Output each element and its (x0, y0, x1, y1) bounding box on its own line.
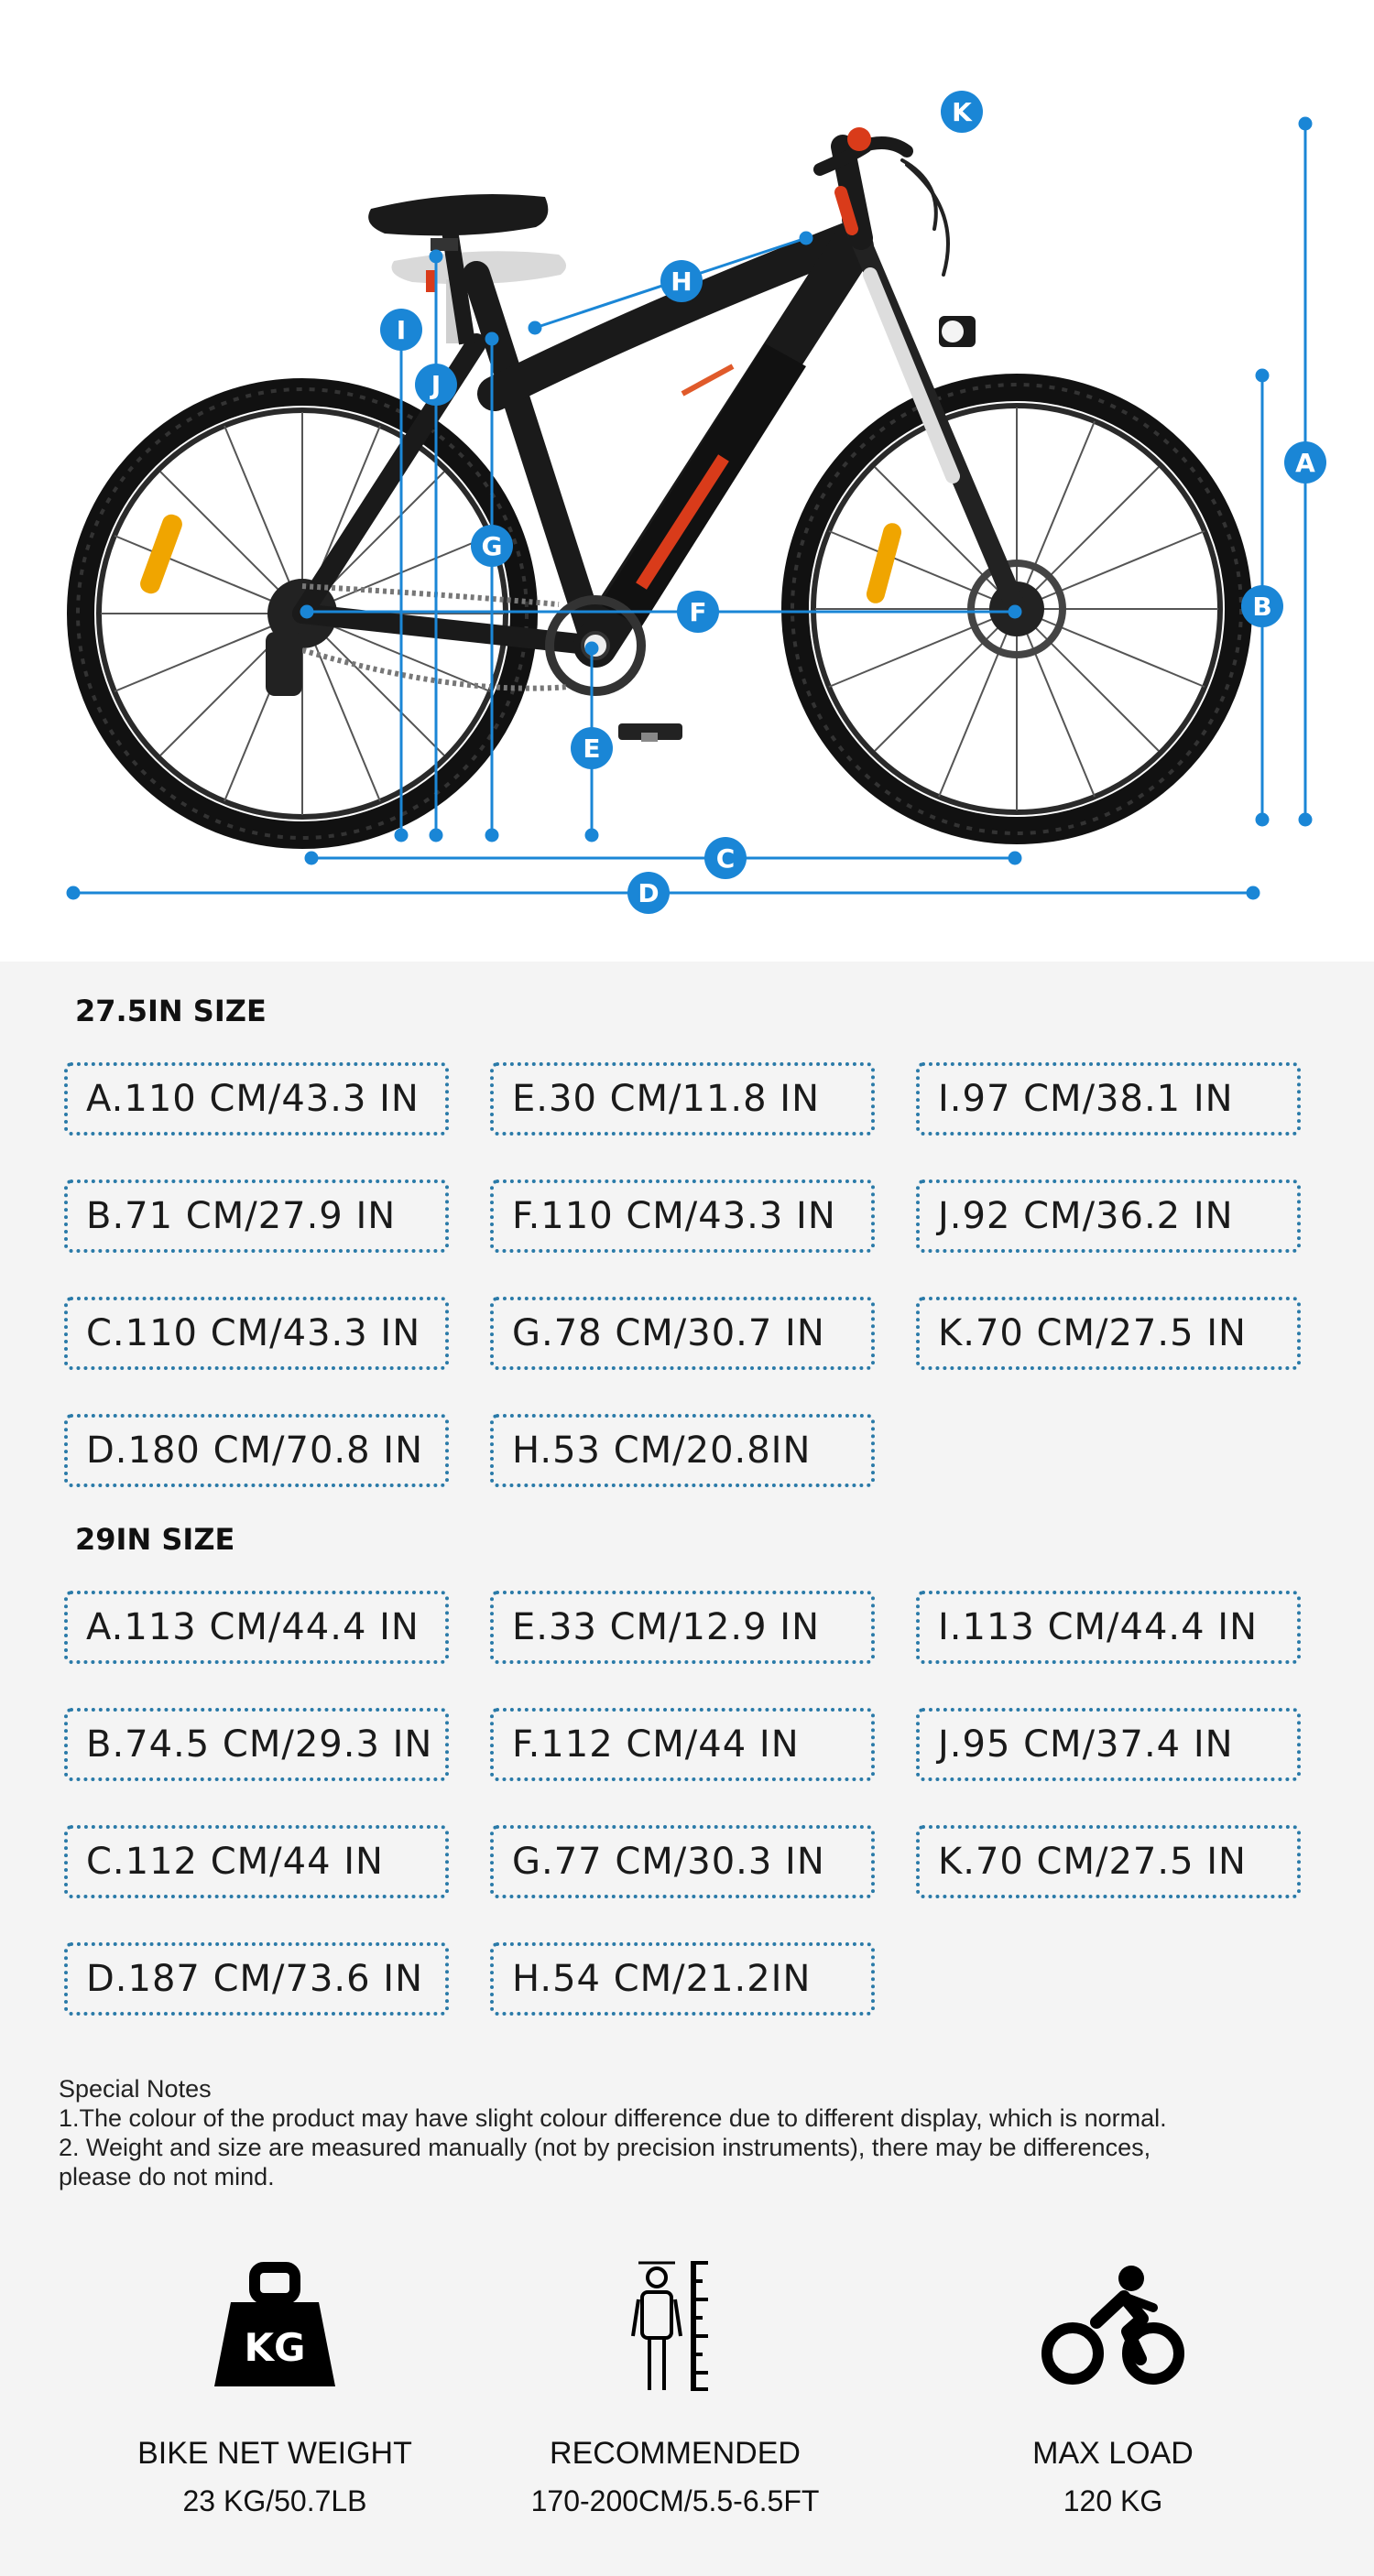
dimension-item: H.53 CM/20.8IN (490, 1414, 875, 1487)
marker-letter-b: B (1252, 592, 1272, 622)
marker-letter-g: G (481, 531, 503, 561)
dimension-endpoint (1300, 118, 1311, 129)
bike-illustration (0, 0, 1374, 962)
special-notes (59, 2074, 1332, 2191)
dimension-item: B.71 CM/27.9 IN (64, 1179, 449, 1253)
dimension-endpoint (1300, 814, 1311, 825)
dimension-item: C.112 CM/44 IN (64, 1825, 449, 1898)
dimension-item: J.92 CM/36.2 IN (916, 1179, 1301, 1253)
dimension-item: I.97 CM/38.1 IN (916, 1062, 1301, 1136)
dimension-item: C.110 CM/43.3 IN (64, 1297, 449, 1370)
notes-line-2: 2. Weight and size are measured manually (not by precision instruments), there may be differences, (59, 2134, 1151, 2161)
dimension-item: G.78 CM/30.7 IN (490, 1297, 875, 1370)
dimension-item: D.180 CM/70.8 IN (64, 1414, 449, 1487)
marker-letter-i: I (396, 315, 407, 345)
marker-letter-d: D (638, 878, 660, 908)
notes-line-1: 1.The colour of the product may have slight colour difference due to different display, which is normal. (59, 2104, 1167, 2132)
dimension-endpoint (1009, 606, 1020, 617)
spec-load (930, 2248, 1296, 2518)
marker-letter-e: E (583, 734, 601, 764)
dimension-item: D.187 CM/73.6 IN (64, 1942, 449, 2016)
dimension-item: G.77 CM/30.3 IN (490, 1825, 875, 1898)
notes-title: Special Notes (59, 2075, 212, 2103)
dimension-endpoint (396, 830, 407, 841)
dimension-item: H.54 CM/21.2IN (490, 1942, 875, 2016)
weight-kg-icon (211, 2262, 339, 2390)
spec-weight (92, 2248, 458, 2518)
dimension-item: J.95 CM/37.4 IN (916, 1708, 1301, 1781)
battery-pack (600, 343, 806, 627)
cyclist-icon (1040, 2262, 1186, 2390)
size-275-title: 27.5IN SIZE (75, 994, 267, 1028)
dimension-item: E.33 CM/12.9 IN (490, 1591, 875, 1664)
spec-height (492, 2248, 858, 2518)
marker-letter-k: K (952, 97, 972, 127)
spec-load-value: 120 KG (1063, 2484, 1163, 2517)
marker-letter-h: H (671, 266, 692, 297)
dimension-endpoint (1257, 370, 1268, 381)
dimension-item: I.113 CM/44.4 IN (916, 1591, 1301, 1664)
rider-height-icon (629, 2257, 721, 2395)
marker-letter-j: J (431, 370, 442, 400)
spec-height-label: RECOMMENDED (550, 2436, 801, 2471)
dimension-item: A.110 CM/43.3 IN (64, 1062, 449, 1136)
dimension-endpoint (301, 606, 312, 617)
dimension-endpoint (529, 322, 540, 333)
dimension-item: F.112 CM/44 IN (490, 1708, 875, 1781)
dimension-endpoint (586, 643, 597, 654)
marker-letter-c: C (715, 843, 736, 874)
dimension-endpoint (68, 887, 79, 898)
dimension-endpoint (486, 333, 497, 344)
marker-letter-a: A (1295, 448, 1315, 478)
dimension-item: K.70 CM/27.5 IN (916, 1825, 1301, 1898)
dimension-endpoint (801, 233, 812, 244)
dimension-endpoint (486, 830, 497, 841)
size-29-title: 29IN SIZE (75, 1522, 235, 1557)
dimension-endpoint (586, 830, 597, 841)
spec-height-value: 170-200CM/5.5-6.5FT (530, 2484, 820, 2517)
dimension-endpoint (431, 251, 442, 262)
dimension-item: F.110 CM/43.3 IN (490, 1179, 875, 1253)
notes-line-3: please do not mind. (59, 2163, 275, 2190)
bike-dimension-diagram (0, 0, 1374, 962)
dimension-endpoint (1257, 814, 1268, 825)
dimension-endpoint (431, 830, 442, 841)
spec-load-label: MAX LOAD (1032, 2436, 1194, 2471)
weight-icon-text: KG (244, 2325, 306, 2370)
dimension-item: A.113 CM/44.4 IN (64, 1591, 449, 1664)
spec-weight-value: 23 KG/50.7LB (182, 2484, 367, 2517)
dimension-item: K.70 CM/27.5 IN (916, 1297, 1301, 1370)
dimension-endpoint (1009, 853, 1020, 864)
spec-weight-label: BIKE NET WEIGHT (137, 2436, 412, 2471)
dimension-endpoint (1248, 887, 1259, 898)
dimension-endpoint (306, 853, 317, 864)
marker-letter-f: F (689, 597, 707, 627)
dimension-item: B.74.5 CM/29.3 IN (64, 1708, 449, 1781)
dimension-item: E.30 CM/11.8 IN (490, 1062, 875, 1136)
